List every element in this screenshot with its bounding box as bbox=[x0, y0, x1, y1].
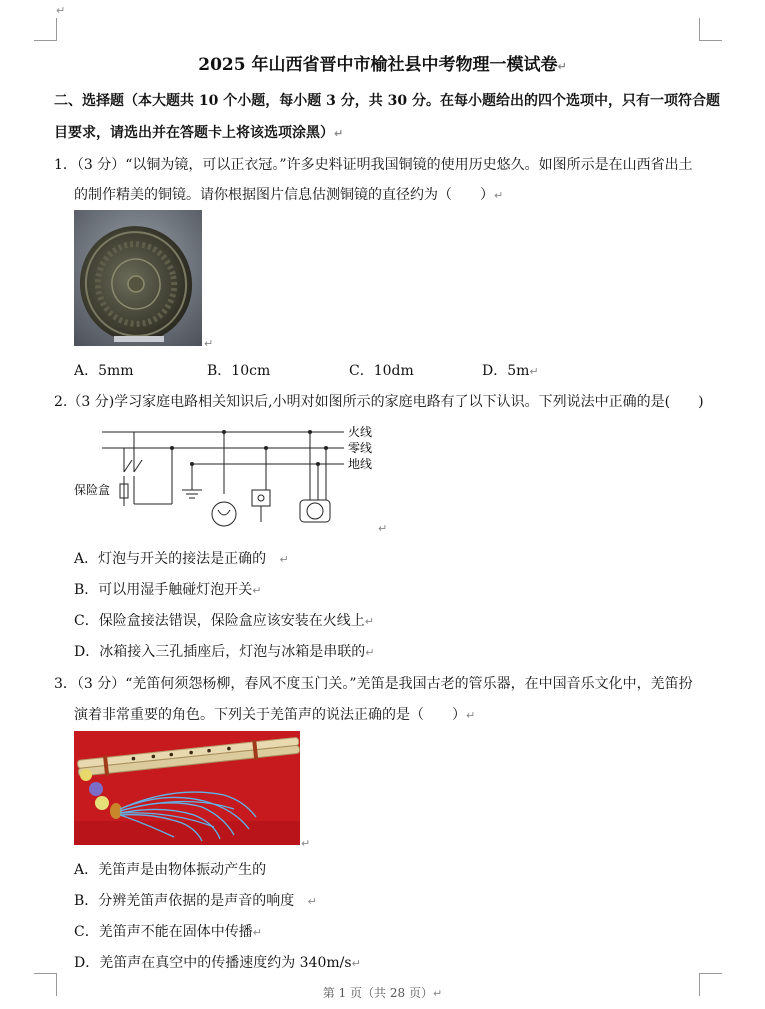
page-number: 第 1 页（共 28 页） bbox=[322, 986, 433, 1000]
paragraph-mark: ↵ bbox=[307, 895, 317, 908]
paragraph-mark: ↵ bbox=[279, 553, 289, 566]
q1-stem-line2 bbox=[74, 184, 503, 204]
q3-option-c-text: C．羌笛声不能在固体中传播 bbox=[74, 924, 253, 940]
q2-option-d-text: D．冰箱接入三孔插座后，灯泡与冰箱是串联的 bbox=[74, 644, 366, 660]
paragraph-mark: ↵ bbox=[252, 584, 262, 597]
q2-option-a bbox=[74, 548, 289, 568]
paragraph-mark: ↵ bbox=[557, 60, 567, 73]
q3-stem-text: 演着非常重要的角色。下列关于羌笛声的说法正确的是（ ） bbox=[74, 707, 466, 723]
q1-option-d-text: D．5m bbox=[482, 363, 530, 379]
ground-wire-label: 地线 bbox=[348, 457, 373, 471]
q3-option-d bbox=[74, 952, 361, 972]
paragraph-mark: ↵ bbox=[494, 189, 504, 202]
q3-option-b-text: B．分辨羌笛声依据的是声音的响度 bbox=[74, 893, 295, 909]
q3-stem-line2 bbox=[74, 704, 475, 724]
paragraph-mark: ↵ bbox=[301, 837, 311, 850]
section-heading-text: 目要求，请选出并在答题卡上将该选项涂黑） bbox=[54, 125, 334, 141]
q2-option-b bbox=[74, 579, 262, 599]
paragraph-mark: ↵ bbox=[334, 127, 344, 140]
q2-option-a-text: A．灯泡与开关的接法是正确的 bbox=[74, 551, 267, 567]
paragraph-mark: ↵ bbox=[252, 926, 262, 939]
paragraph-mark: ↵ bbox=[378, 522, 388, 535]
q2-option-d bbox=[74, 641, 374, 661]
title-text: 2025 年山西省晋中市榆社县中考物理一模试卷 bbox=[198, 55, 558, 75]
q1-stem-text: 的制作精美的铜镜。请你根据图片信息估测铜镜的直径约为（ ） bbox=[74, 187, 494, 203]
paragraph-mark: ↵ bbox=[529, 365, 539, 378]
q2-option-c-text: C．保险盒接法错误，保险盒应该安装在火线上 bbox=[74, 613, 365, 629]
paragraph-mark: ↵ bbox=[365, 646, 375, 659]
neutral-wire-label: 零线 bbox=[348, 441, 373, 455]
q2-stem-line1: 2.（3 分)学习家庭电路相关知识后,小明对如图所示的家庭电路有了以下认识。下列说法中正确的是( ) bbox=[54, 394, 704, 410]
q3-option-c bbox=[74, 921, 262, 941]
paragraph-mark: ↵ bbox=[364, 615, 374, 628]
crop-mark-top-right bbox=[699, 18, 722, 41]
q1-option-d bbox=[482, 360, 539, 380]
q3-option-b bbox=[74, 890, 317, 910]
paragraph-mark: ↵ bbox=[204, 337, 214, 350]
paragraph-mark: ↵ bbox=[432, 987, 443, 1000]
paragraph-mark: ↵ bbox=[466, 709, 476, 722]
live-wire-label: 火线 bbox=[348, 425, 373, 439]
paragraph-mark: ↵ bbox=[56, 4, 66, 17]
section-heading-line2 bbox=[54, 122, 343, 142]
fuse-box-label: 保险盒 bbox=[74, 483, 111, 497]
q1-option-c: C．10dm bbox=[349, 363, 414, 379]
qiang-flute-image bbox=[74, 731, 300, 845]
q3-option-a: A．羌笛声是由物体振动产生的 bbox=[74, 862, 267, 878]
q2-option-c bbox=[74, 610, 374, 630]
q2-option-b-text: B．可以用湿手触碰灯泡开关 bbox=[74, 582, 253, 598]
bronze-mirror-image bbox=[74, 210, 202, 346]
q1-stem-line1: 1．（3 分）“以铜为镜，可以正衣冠。”许多史料证明我国铜镜的使用历史悠久。如图所示是在山西省出土 bbox=[54, 157, 693, 173]
household-circuit-diagram bbox=[74, 420, 386, 532]
section-heading-line1: 二、选择题（本大题共 10 个小题，每小题 3 分，共 30 分。在每小题给出的四个选项中，只有一项符合题 bbox=[54, 93, 720, 109]
q3-stem-line1: 3．（3 分）“羌笛何须怨杨柳，春风不度玉门关。”羌笛是我国古老的管乐器，在中国音乐文化中，羌笛扮 bbox=[54, 676, 693, 692]
q3-option-d-text: D．羌笛声在真空中的传播速度约为 340m/s bbox=[74, 955, 352, 971]
paragraph-mark: ↵ bbox=[351, 957, 361, 970]
page-title bbox=[0, 50, 765, 75]
q1-option-a: A．5mm bbox=[74, 363, 134, 379]
q1-option-b: B．10cm bbox=[207, 363, 271, 379]
crop-mark-top-left bbox=[34, 18, 57, 41]
page-footer bbox=[0, 984, 765, 1001]
